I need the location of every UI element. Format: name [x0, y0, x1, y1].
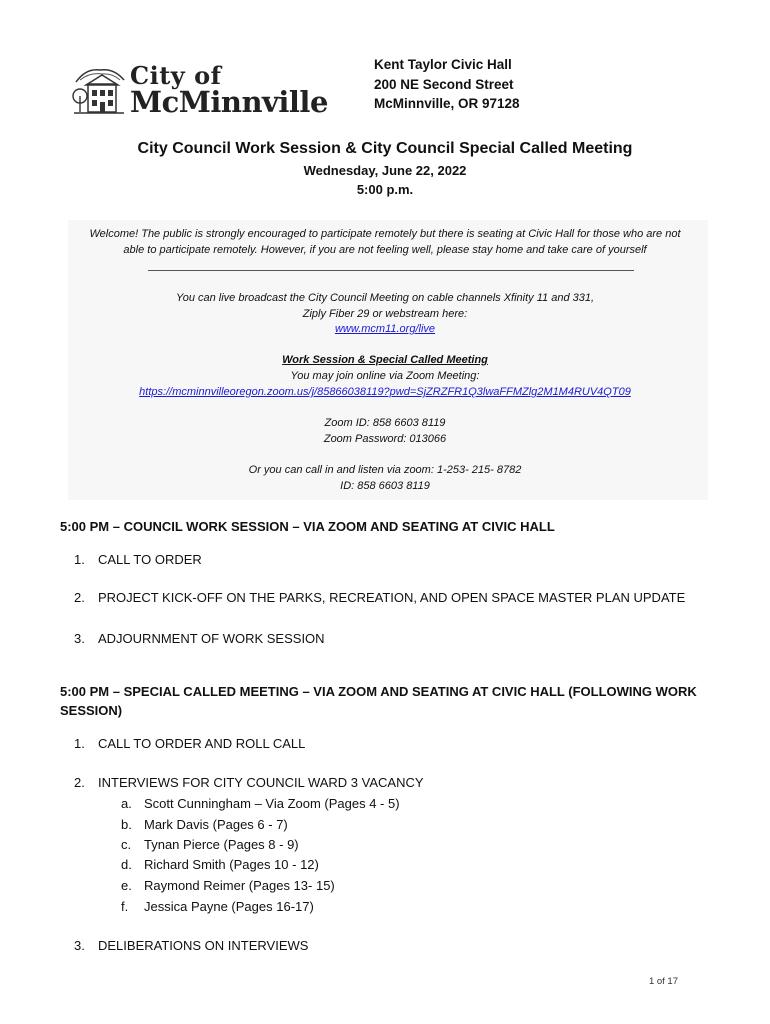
agenda-item-number: 2.: [74, 775, 85, 790]
interview-letter: b.: [121, 817, 132, 832]
zoom-intro-text: You may join online via Zoom Meeting:: [290, 370, 480, 382]
meeting-time: 5:00 p.m.: [356, 182, 414, 197]
interview-letter: e.: [121, 878, 132, 893]
phone-id-text: ID: 858 6603 8119: [340, 480, 430, 492]
venue-address: [374, 55, 520, 114]
interview-text: Tynan Pierce (Pages 8 - 9): [144, 837, 299, 852]
broadcast-text-line-2: Ziply Fiber 29 or webstream here:: [302, 308, 468, 320]
logo-text-mcminnville: McMinnville: [130, 85, 328, 119]
venue-street: 200 NE Second Street: [374, 76, 514, 92]
zoom-section-heading: Work Session & Special Called Meeting: [282, 354, 488, 366]
welcome-text-line-2: able to participate remotely. However, if you are not feeling well, please stay home and take care of yourself: [123, 244, 647, 256]
interview-letter: a.: [121, 796, 132, 811]
zoom-password-text: Zoom Password: 013066: [323, 433, 447, 445]
agenda-item-text: INTERVIEWS FOR CITY COUNCIL WARD 3 VACANCY: [98, 775, 424, 790]
meeting-title: City Council Work Session & City Council Special Called Meeting: [137, 140, 633, 157]
interview-letter: c.: [121, 837, 132, 852]
interview-letter: f.: [121, 899, 129, 914]
interview-text: Jessica Payne (Pages 16-17): [144, 899, 314, 914]
zoom-id-text: Zoom ID: 858 6603 8119: [324, 417, 446, 429]
agenda-item-number: 1.: [74, 552, 85, 567]
work-session-heading: 5:00 PM – COUNCIL WORK SESSION – VIA ZOOM AND SEATING AT CIVIC HALL: [60, 519, 555, 534]
interview-text: Scott Cunningham – Via Zoom (Pages 4 - 5): [144, 796, 400, 811]
page-number: 1 of 17: [648, 976, 678, 987]
special-meeting-heading-line-2: SESSION): [60, 703, 123, 718]
venue-city: McMinnville, OR 97128: [374, 96, 520, 111]
agenda-item-text: DELIBERATIONS ON INTERVIEWS: [98, 938, 309, 953]
meeting-date: Wednesday, June 22, 2022: [303, 163, 467, 178]
webstream-link[interactable]: www.mcm11.org/live: [334, 323, 436, 335]
agenda-item-number: 2.: [74, 590, 85, 605]
agenda-item-text: PROJECT KICK-OFF ON THE PARKS, RECREATION, AND OPEN SPACE MASTER PLAN UPDATE: [98, 590, 686, 605]
special-meeting-heading: [60, 682, 700, 720]
interview-text: Mark Davis (Pages 6 - 7): [144, 817, 288, 832]
interview-text: Richard Smith (Pages 10 - 12): [144, 857, 319, 872]
agenda-item-number: 3.: [74, 631, 85, 646]
phone-dial-in-text: Or you can call in and listen via zoom: 1-253- 215- 8782: [248, 464, 522, 476]
agenda-item-text: ADJOURNMENT OF WORK SESSION: [98, 631, 325, 646]
interview-text: Raymond Reimer (Pages 13- 15): [144, 878, 335, 893]
agenda-item-number: 1.: [74, 736, 85, 751]
welcome-text-line-1: Welcome! The public is strongly encouraged to participate remotely but there is seating at Civic Hall for those who are not: [89, 228, 681, 240]
divider-line: [148, 270, 634, 271]
agenda-item-text: CALL TO ORDER: [98, 552, 202, 567]
venue-name: Kent Taylor Civic Hall: [374, 57, 512, 72]
agenda-item-text: CALL TO ORDER AND ROLL CALL: [98, 736, 306, 751]
interview-letter: d.: [121, 857, 132, 872]
civic-hall-building-icon: [72, 66, 126, 116]
zoom-meeting-link[interactable]: https://mcminnvilleoregon.zoom.us/j/85866038119?pwd=SjZRZFR1Q3lwaFFMZlg2M1M4RUV4QT09: [139, 386, 631, 398]
logo-text-city-of: City of: [130, 61, 222, 90]
city-logo: [72, 62, 347, 120]
special-meeting-heading-line-1: 5:00 PM – SPECIAL CALLED MEETING – VIA ZOOM AND SEATING AT CIVIC HALL (FOLLOWING WORK: [60, 684, 697, 699]
broadcast-text-line-1: You can live broadcast the City Council Meeting on cable channels Xfinity 11 and 331,: [175, 292, 595, 304]
agenda-item-number: 3.: [74, 938, 85, 953]
